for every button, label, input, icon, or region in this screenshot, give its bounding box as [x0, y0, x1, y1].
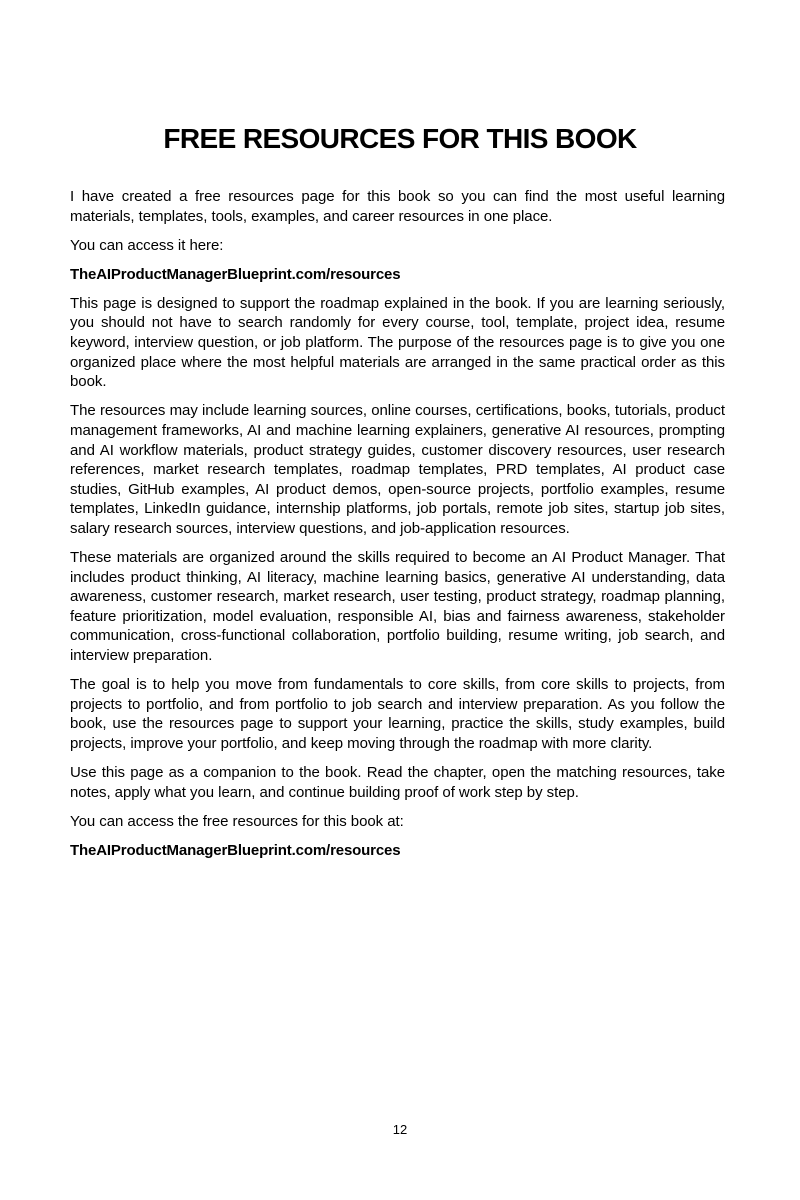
access-intro-text: You can access it here: [70, 236, 224, 254]
page-number: 12 [392, 1122, 408, 1137]
page-title: FREE RESOURCES FOR THIS BOOK [163, 123, 637, 154]
purpose-paragraph: This page is designed to support the roadmap explained in the book. If you are learning seriously, you should not have to search randomly for every course, tool, template, project idea, resume keyword, interview question, or job platform. The purpose of the resources page is to give you one organized place where the most helpful materials are arranged in the same practical order as this book. [70, 294, 725, 391]
goal-paragraph: The goal is to help you move from fundamentals to core skills, from core skills to projects, from projects to portfolio, and from portfolio to job search and interview preparation. As you follow the book, use the resources page to support your learning, practice the skills, study examples, build projects, improve your portfolio, and keep moving through the roadmap with more clarity. [70, 676, 725, 752]
access-closing-text: You can access the free resources for this book at: [70, 812, 404, 830]
resources-url-bottom: TheAIProductManagerBlueprint.com/resources [70, 841, 401, 859]
page-body [70, 187, 725, 870]
skills-paragraph: These materials are organized around the skills required to become an AI Product Manager. That includes product thinking, AI literacy, machine learning basics, generative AI understanding, data awareness, customer research, market research, user testing, product strategy, roadmap planning, feature prioritization, model evaluation, responsible AI, bias and fairness awareness, stakeholder communication, cross-functional collaboration, portfolio building, resume writing, job search, and interview preparation. [70, 549, 725, 664]
resources-list-paragraph: The resources may include learning sources, online courses, certifications, books, tutorials, product management frameworks, AI and machine learning explainers, generative AI resources, prompting and AI workflow materials, product strategy guides, customer discovery resources, user research references, market research templates, roadmap templates, PRD templates, AI product case studies, GitHub examples, AI product demos, open-source projects, portfolio examples, resume templates, LinkedIn guidance, internship platforms, job portals, remote job sites, startup job sites, salary research sources, interview questions, and job-application resources. [70, 402, 725, 537]
resources-url-top: TheAIProductManagerBlueprint.com/resources [70, 265, 401, 283]
intro-paragraph: I have created a free resources page for this book so you can find the most useful learning materials, templates, tools, examples, and career resources in one place. [70, 188, 725, 225]
companion-paragraph: Use this page as a companion to the book. Read the chapter, open the matching resources, take notes, apply what you learn, and continue building proof of work step by step. [70, 763, 725, 801]
